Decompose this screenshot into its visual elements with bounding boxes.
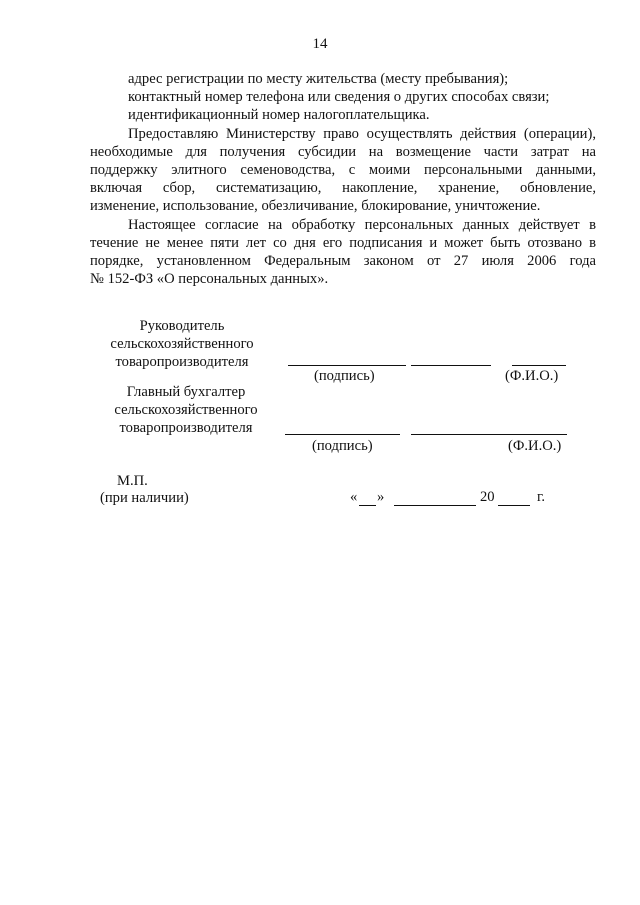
consent-text <box>90 70 596 288</box>
accountant-name-caption: (Ф.И.О.) <box>508 438 562 454</box>
head-name-caption: (Ф.И.О.) <box>505 368 559 384</box>
head-name-line-end <box>512 365 566 366</box>
paragraph-line: необходимые для получения субсидии на возмещение части затрат на <box>90 143 596 160</box>
paragraph-line: течение не менее пяти лет со дня его подписания и может быть отозвано в <box>90 234 596 251</box>
stamp-label: М.П. <box>117 473 148 489</box>
paragraph-line: порядке, установленном Федеральным законом от 27 июля 2006 года <box>90 253 596 270</box>
stamp-note: (при наличии) <box>100 490 189 506</box>
date-open-quote: « <box>350 489 358 505</box>
paragraph-line: № 152-ФЗ «О персональных данных». <box>90 271 329 288</box>
accountant-signature-caption: (подпись) <box>312 438 373 454</box>
paragraph-line: Настоящее согласие на обработку персональных данных действует в <box>128 216 596 233</box>
day-blank <box>359 505 376 506</box>
year-prefix: 20 <box>480 489 495 505</box>
head-role-label: Руководитель сельскохозяйственного товаропроизводителя <box>110 318 254 370</box>
list-item: идентификационный номер налогоплательщика. <box>128 107 430 124</box>
accountant-role-label: Главный бухгалтер сельскохозяйственного товаропроизводителя <box>114 384 258 436</box>
head-name-line <box>411 365 491 366</box>
list-item: адрес регистрации по месту жительства (месту пребывания); <box>128 71 509 87</box>
accountant-signature-line <box>285 434 400 435</box>
paragraph-line: Предоставляю Министерству право осуществлять действия (операции), <box>128 125 596 142</box>
page-number: 14 <box>312 36 328 52</box>
paragraph-line: включая сбор, систематизацию, накопление, хранение, обновление, <box>90 180 596 197</box>
paragraph-line: поддержку элитного семеноводства, с моими персональными данными, <box>90 162 596 179</box>
paragraph-line: изменение, использование, обезличивание, блокирование, уничтожение. <box>90 198 541 215</box>
year-blank <box>498 505 530 506</box>
year-suffix: г. <box>537 489 545 505</box>
accountant-name-line <box>411 434 567 435</box>
list-item: контактный номер телефона или сведения о других способах связи; <box>128 89 550 106</box>
month-blank <box>394 505 476 506</box>
head-signature-caption: (подпись) <box>314 368 375 384</box>
date-close-quote: » <box>377 489 385 505</box>
head-signature-line <box>288 365 406 366</box>
